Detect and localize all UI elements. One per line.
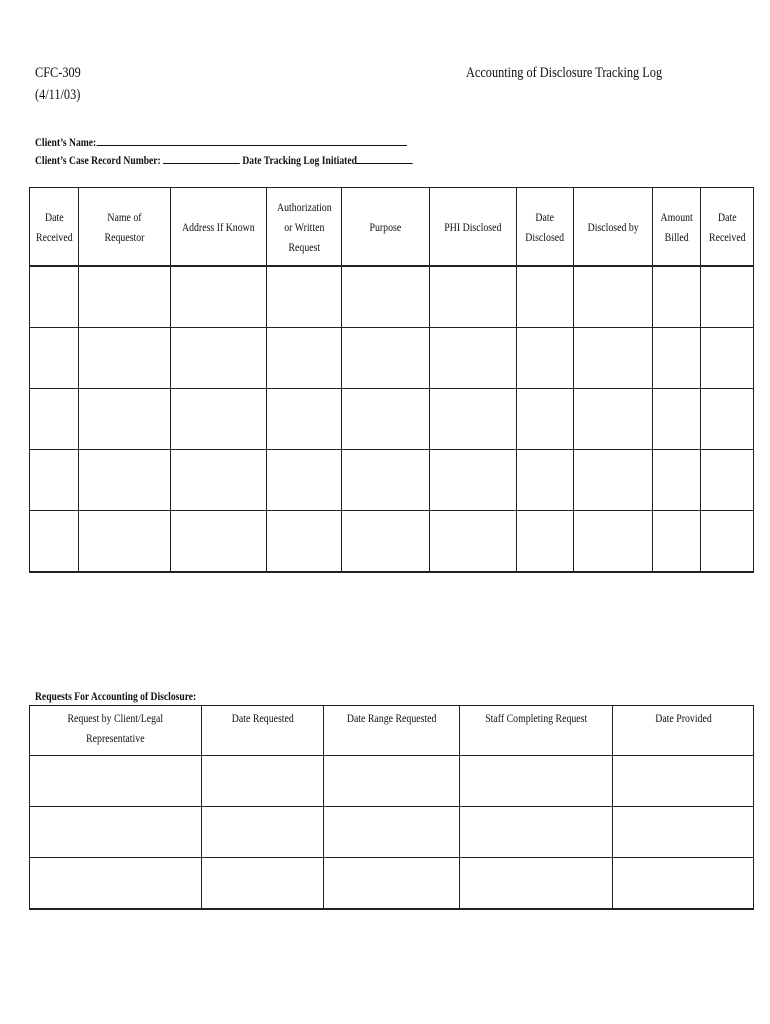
table-cell[interactable] — [701, 511, 754, 573]
table-cell[interactable] — [653, 266, 701, 328]
col-date-provided: Date Provided — [613, 706, 754, 756]
table-cell[interactable] — [517, 511, 574, 573]
table-cell[interactable] — [171, 389, 267, 450]
table-cell[interactable] — [574, 266, 653, 328]
col-name-of-requestor: Name of Requestor — [79, 188, 171, 267]
table-cell[interactable] — [574, 328, 653, 389]
table-cell[interactable] — [701, 450, 754, 511]
client-name-field[interactable] — [96, 134, 406, 146]
col-date-received-payment: Date Received — [701, 188, 754, 267]
table-cell[interactable] — [430, 450, 517, 511]
table-cell[interactable] — [267, 328, 342, 389]
table-cell[interactable] — [430, 389, 517, 450]
request-row — [30, 807, 754, 858]
table-cell[interactable] — [342, 266, 430, 328]
col-date-disclosed: Date Disclosed — [517, 188, 574, 267]
table-cell[interactable] — [79, 266, 171, 328]
case-record-line — [35, 152, 413, 168]
table-cell[interactable] — [342, 389, 430, 450]
table-cell[interactable] — [653, 450, 701, 511]
case-record-field[interactable] — [163, 152, 240, 164]
date-initiated-field[interactable] — [357, 152, 413, 164]
table-cell[interactable] — [324, 858, 460, 910]
table-cell[interactable] — [324, 756, 460, 807]
table-cell[interactable] — [342, 328, 430, 389]
table-cell[interactable] — [30, 756, 202, 807]
request-row — [30, 858, 754, 910]
col-staff-completing: Staff Completing Request — [460, 706, 613, 756]
table-cell[interactable] — [653, 511, 701, 573]
table-cell[interactable] — [79, 328, 171, 389]
table-cell[interactable] — [171, 450, 267, 511]
table-cell[interactable] — [430, 511, 517, 573]
col-amount-billed: Amount Billed — [653, 188, 701, 267]
table-cell[interactable] — [517, 328, 574, 389]
table-cell[interactable] — [574, 511, 653, 573]
table-cell[interactable] — [701, 389, 754, 450]
form-number: CFC-309 — [35, 65, 81, 81]
disclosure-log-table — [29, 187, 754, 573]
log-row — [30, 266, 754, 328]
case-record-label: Client’s Case Record Number: — [35, 153, 161, 167]
table-cell[interactable] — [202, 858, 324, 910]
table-cell[interactable] — [30, 858, 202, 910]
table-cell[interactable] — [267, 389, 342, 450]
table-cell[interactable] — [460, 858, 613, 910]
col-address: Address If Known — [171, 188, 267, 267]
page-title: Accounting of Disclosure Tracking Log — [466, 65, 663, 81]
table-cell[interactable] — [30, 511, 79, 573]
table-cell[interactable] — [30, 389, 79, 450]
table-cell[interactable] — [460, 807, 613, 858]
table-cell[interactable] — [613, 858, 754, 910]
table-cell[interactable] — [202, 807, 324, 858]
col-date-requested: Date Requested — [202, 706, 324, 756]
log-row — [30, 328, 754, 389]
table-cell[interactable] — [267, 266, 342, 328]
form-identifier — [35, 62, 81, 106]
table-cell[interactable] — [342, 450, 430, 511]
col-request-by: Request by Client/Legal Representative — [30, 706, 202, 756]
table-cell[interactable] — [30, 328, 79, 389]
table-cell[interactable] — [460, 756, 613, 807]
table-cell[interactable] — [267, 511, 342, 573]
table-cell[interactable] — [430, 266, 517, 328]
table-cell[interactable] — [171, 266, 267, 328]
table-cell[interactable] — [171, 328, 267, 389]
table-cell[interactable] — [324, 807, 460, 858]
log-row — [30, 450, 754, 511]
table-cell[interactable] — [79, 389, 171, 450]
request-row — [30, 756, 754, 807]
requests-table — [29, 705, 754, 910]
log-row — [30, 511, 754, 573]
table-cell[interactable] — [79, 511, 171, 573]
table-cell[interactable] — [574, 450, 653, 511]
date-initiated-label: Date Tracking Log Initiated — [242, 153, 357, 167]
requests-header-row — [30, 706, 754, 756]
table-cell[interactable] — [701, 328, 754, 389]
table-cell[interactable] — [653, 389, 701, 450]
table-cell[interactable] — [517, 450, 574, 511]
table-cell[interactable] — [171, 511, 267, 573]
table-cell[interactable] — [30, 450, 79, 511]
log-header-row — [30, 188, 754, 267]
table-cell[interactable] — [202, 756, 324, 807]
table-cell[interactable] — [613, 807, 754, 858]
requests-heading: Requests For Accounting of Disclosure: — [35, 689, 197, 703]
col-date-range-requested: Date Range Requested — [324, 706, 460, 756]
client-name-line — [35, 134, 407, 150]
col-phi-disclosed: PHI Disclosed — [430, 188, 517, 267]
table-cell[interactable] — [430, 328, 517, 389]
table-cell[interactable] — [267, 450, 342, 511]
col-purpose: Purpose — [342, 188, 430, 267]
form-revision-date: (4/11/03) — [35, 87, 81, 103]
col-date-received: Date Received — [30, 188, 79, 267]
table-cell[interactable] — [613, 756, 754, 807]
table-cell[interactable] — [517, 266, 574, 328]
client-name-label: Client’s Name: — [35, 135, 97, 149]
table-cell[interactable] — [574, 389, 653, 450]
table-cell[interactable] — [79, 450, 171, 511]
table-cell[interactable] — [342, 511, 430, 573]
table-cell[interactable] — [653, 328, 701, 389]
table-cell[interactable] — [30, 807, 202, 858]
table-cell[interactable] — [517, 389, 574, 450]
table-cell[interactable] — [701, 266, 754, 328]
col-disclosed-by: Disclosed by — [574, 188, 653, 267]
table-cell[interactable] — [30, 266, 79, 328]
col-authorization: Authorization or Written Request — [267, 188, 342, 267]
log-row — [30, 389, 754, 450]
